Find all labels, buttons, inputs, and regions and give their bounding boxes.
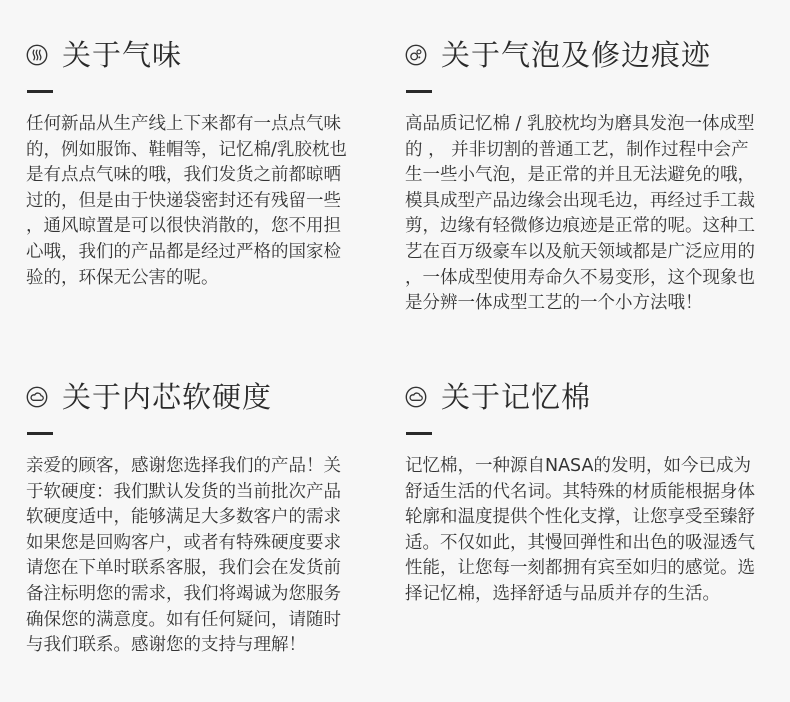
section-title: 关于气味 (62, 38, 183, 72)
body-line: 心哦，我们的产品都是经过严格的国家检 (26, 241, 341, 262)
bubbles-icon (405, 44, 427, 66)
body-line: 艺在百万级豪车以及航天领域都是广泛应用的 (405, 241, 755, 262)
body-line: 与我们联系。感谢您的支持与理解！ (26, 635, 306, 656)
body-line: 性能，让您每一刻都拥有宾至如归的感觉。选 (405, 558, 755, 579)
section-body (26, 112, 396, 291)
section-firmness (26, 378, 396, 659)
body-line: 是分辨一体成型工艺的一个小方法哦！ (405, 293, 703, 314)
body-line: 记忆棉，一种源自NASA的发明，如今已成为 (405, 456, 751, 476)
section-bubbles (405, 36, 775, 317)
section-title: 关于内芯软硬度 (62, 380, 273, 414)
body-line: 如果您是回购客户，或者有特殊硬度要求 (26, 532, 341, 553)
body-line: 模具成型产品边缘会出现毛边，再经过手工裁 (405, 190, 755, 211)
body-line: 备注标明您的需求，我们将竭诚为您服务 (26, 583, 341, 604)
section-body (405, 454, 775, 608)
body-line: 是有点点气味的哦，我们发货之前都晾晒 (26, 165, 341, 186)
body-line: 于软硬度：我们默认发货的当前批次产品 (26, 481, 341, 502)
body-line: 高品质记忆棉 / 乳胶枕均为磨具发泡一体成型 (405, 114, 755, 134)
body-line: ，一体成型使用寿命久不易变形，这个现象也 (405, 267, 755, 288)
body-line: 剪，边缘有轻微修边痕迹是正常的呢。这种工 (405, 216, 755, 237)
section-memory-foam (405, 378, 775, 608)
cloud-icon (405, 386, 427, 408)
body-line: 舒适生活的代名词。其特殊的材质能根据身体 (405, 481, 755, 502)
body-line: 软硬度适中，能够满足大多数客户的需求 (26, 507, 341, 528)
cloud-icon (26, 386, 48, 408)
body-line: 过的，但是由于快递袋密封还有残留一些 (26, 190, 341, 211)
body-line: 生一些小气泡，是正常的并且无法避免的哦， (405, 165, 755, 186)
body-line: 的 ， 并非切割的普通工艺，制作过程中会产 (405, 139, 749, 160)
section-title: 关于记忆棉 (441, 380, 592, 414)
title-underline (406, 432, 432, 435)
section-smell (26, 36, 396, 291)
title-underline (406, 90, 432, 93)
body-line: 亲爱的顾客，感谢您选择我们的产品！关 (26, 456, 341, 476)
section-body (405, 112, 775, 317)
section-header (405, 36, 775, 74)
body-line: 的，例如服饰、鞋帽等，记忆棉/乳胶枕也 (26, 139, 347, 160)
body-line: 确保您的满意度。如有任何疑问，请随时 (26, 609, 341, 630)
smell-icon (26, 44, 48, 66)
section-header (405, 378, 775, 416)
section-header (26, 378, 396, 416)
body-line: 适。不仅如此，其慢回弹性和出色的吸湿透气 (405, 532, 755, 553)
body-line: 验的，环保无公害的呢。 (26, 267, 219, 288)
body-line: 请您在下单时联系客服，我们会在发货前 (26, 558, 341, 579)
title-underline (27, 432, 53, 435)
section-title: 关于气泡及修边痕迹 (441, 38, 712, 72)
body-line: ，通风晾置是可以很快消散的，您不用担 (26, 216, 341, 237)
title-underline (27, 90, 53, 93)
body-line: 轮廓和温度提供个性化支撑，让您享受至臻舒 (405, 507, 755, 528)
section-header (26, 36, 396, 74)
body-line: 择记忆棉，选择舒适与品质并存的生活。 (405, 583, 720, 604)
section-body (26, 454, 396, 659)
body-line: 任何新品从生产线上下来都有一点点气味 (26, 114, 341, 134)
